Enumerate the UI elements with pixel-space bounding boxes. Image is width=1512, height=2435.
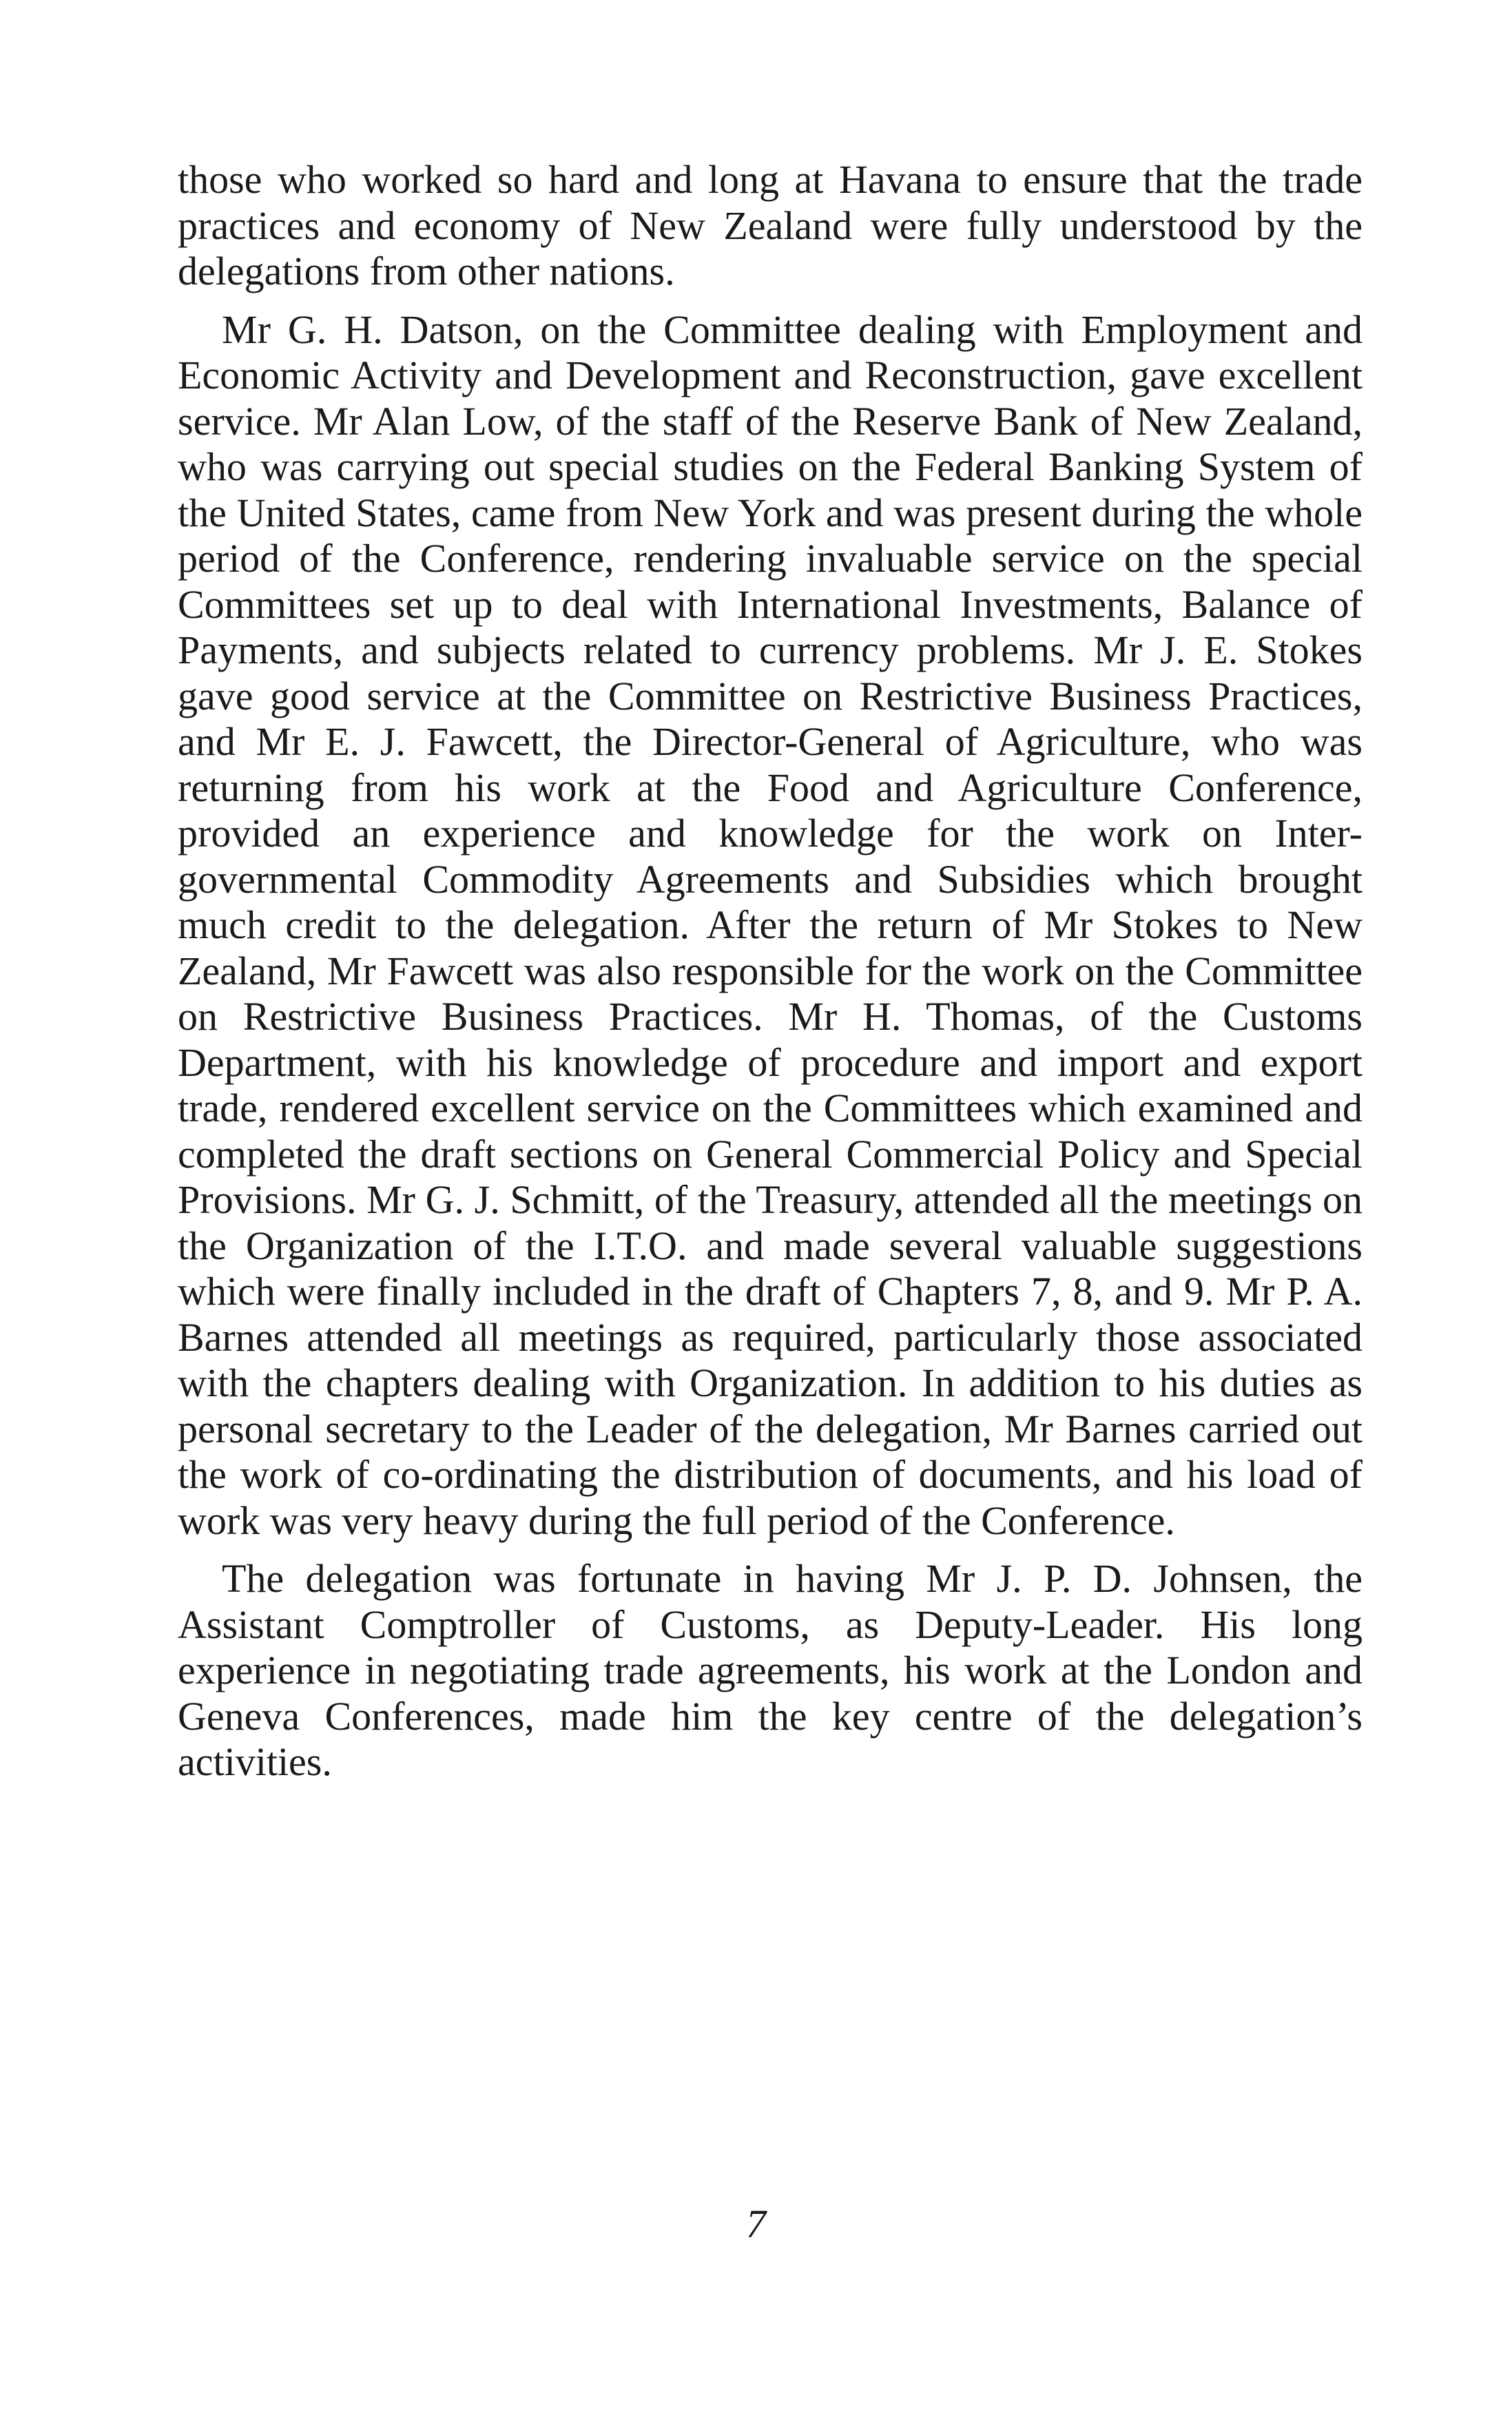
paragraph-continuation: those who worked so hard and long at Havana to ensure that the trade practices and economy of New Zealand were fully understood by the delegations from other nations. (178, 157, 1363, 293)
paragraph-johnsen: The delegation was fortunate in having Mr J. P. D. Johnsen, the Assistant Comptroller of Customs, as Deputy-Leader. His long experience in negotiating trade agreements, his work at the London and Geneva Conferences, made him the key centre of the delegation’s activities. (178, 1556, 1363, 1784)
body-text (178, 157, 1363, 1785)
page-number: 7 (746, 2201, 766, 2246)
paragraph-datson-low-stokes-fawcett: Mr G. H. Datson, on the Committee dealing with Employment and Economic Activity and Development and Reconstruction, gave excellent service. Mr Alan Low, of the staff of the Reserve Bank of New Zealand, who was carrying out special studies on the Federal Banking System of the United States, came from New York and was present during the whole period of the Conference, rendering invaluable service on the special Committees set up to deal with International Investments, Balance of Payments, and subjects related to currency problems. Mr J. E. Stokes gave good service at the Committee on Restrictive Business Practices, and Mr E. J. Fawcett, the Director-General of Agriculture, who was returning from his work at the Food and Agriculture Conference, provided an experience and knowledge for the work on Inter-governmental Commodity Agreements and Subsidies which brought much credit to the delegation. After the return of Mr Stokes to New Zealand, Mr Fawcett was also responsible for the work on the Committee on Restrictive Business Practices. Mr H. Thomas, of the Customs Department, with his knowledge of procedure and import and export trade, rendered excellent service on the Committees which examined and completed the draft sections on General Commercial Policy and Special Provisions. Mr G. J. Schmitt, of the Treasury, attended all the meetings on the Organization of the I.T.O. and made several valuable suggestions which were finally included in the draft of Chapters 7, 8, and 9. Mr P. A. Barnes attended all meetings as required, particularly those associated with the chapters dealing with Organization. In addition to his duties as personal secretary to the Leader of the delegation, Mr Barnes carried out the work of co-ordinating the distribution of documents, and his load of work was very heavy during the full period of the Conference. (178, 307, 1363, 1543)
